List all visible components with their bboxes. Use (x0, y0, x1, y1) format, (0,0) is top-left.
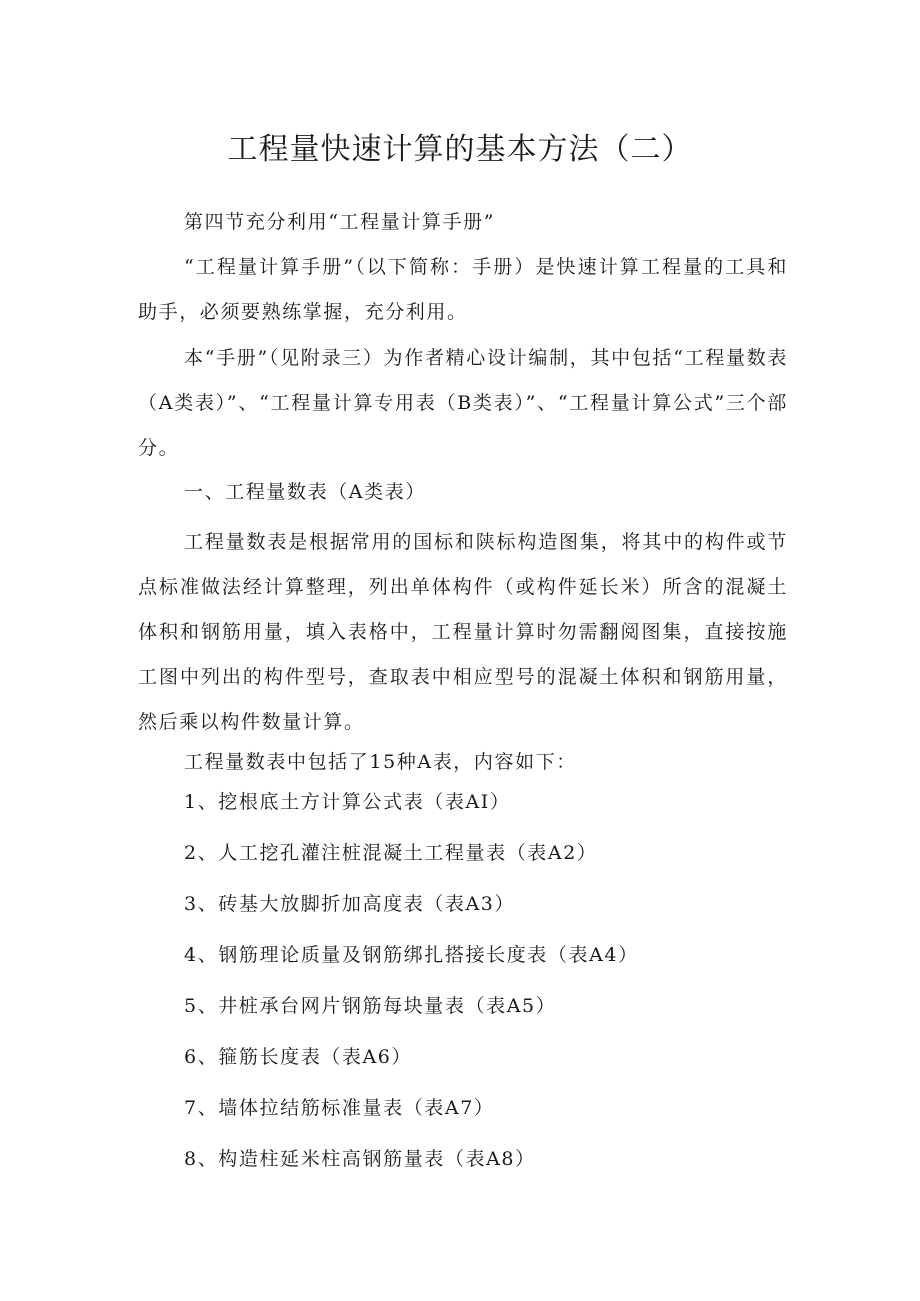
list-item: 2、人工挖孔灌注桩混凝土工程量表（表A2） (184, 842, 598, 864)
list-item: 3、砖基大放脚折加高度表（表A3） (184, 893, 516, 915)
list-item: 8、构造柱延米柱高钢筋量表（表A8） (184, 1148, 536, 1170)
paragraph-manual-contents: 本“手册”（见附录三）为作者精心设计编制，其中包括“工程量数表（A类表）”、“工程量计算专用表（B类表）”、“工程量计算公式”三个部分。 (138, 347, 788, 459)
list-item: 4、钢筋理论质量及钢筋绑扎搭接长度表（表A4） (184, 944, 639, 966)
list-item: 7、墙体拉结筋标准量表（表A7） (184, 1097, 495, 1119)
section-heading: 第四节充分利用“工程量计算手册” (184, 211, 496, 233)
document-title: 工程量快速计算的基本方法（二） (227, 132, 693, 167)
list-item: 5、井桩承台网片钢筋每块量表（表A5） (184, 995, 557, 1017)
paragraph-a-tables-list-intro: 工程量数表中包括了15种A表，内容如下： (184, 751, 577, 773)
paragraph-a-tables-description: 工程量数表是根据常用的国标和陕标构造图集，将其中的构件或节点标准做法经计算整理，列出单体构件（或构件延长米）所含的混凝土体积和钢筋用量，填入表格中，工程量计算时勿需翻阅图集，直接按施工图中列出的构件型号，查取表中相应型号的混凝土体积和钢筋用量，然后乘以构件数量计算。 (138, 531, 788, 733)
paragraph-manual-intro: “工程量计算手册”（以下简称：手册）是快速计算工程量的工具和助手，必须要熟练掌握，充分利用。 (138, 256, 788, 323)
list-item: 1、挖根底土方计算公式表（表AI） (184, 791, 511, 813)
subsection-heading-a-tables: 一、工程量数表（A类表） (184, 481, 426, 503)
list-item: 6、箍筋长度表（表A6） (184, 1046, 413, 1068)
